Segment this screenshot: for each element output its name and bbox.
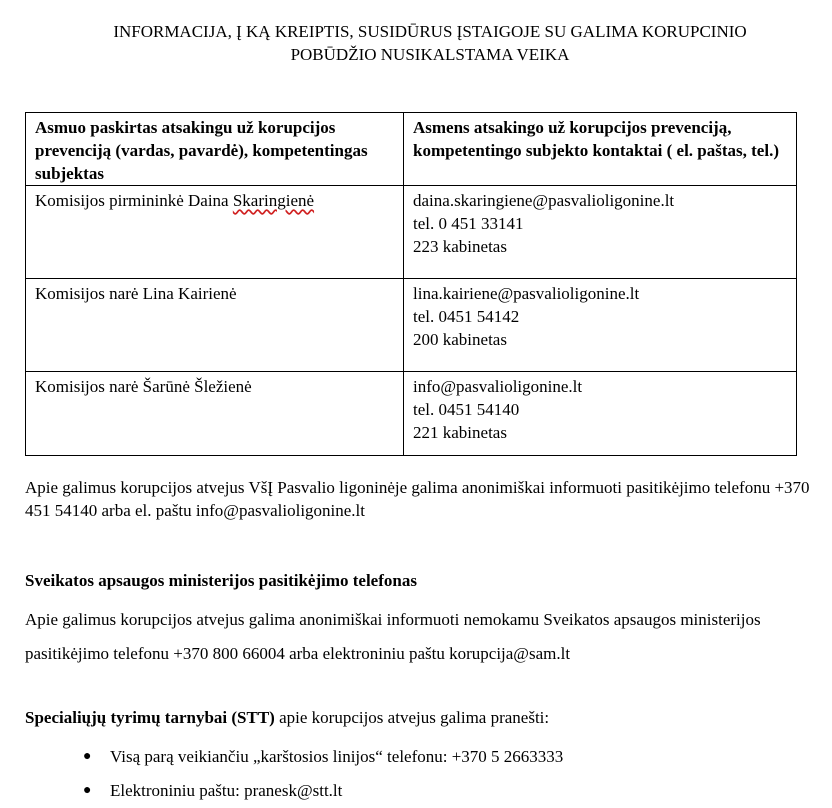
hospital-hotline-paragraph: Apie galimus korupcijos atvejus VšĮ Pasvalio ligoninėje galima anonimiškai informuoti pasitikėjimo telefonu +370 451 54140 arba el. paštu info@pasvalioligonine.lt	[25, 478, 810, 520]
person-name-cell: Komisijos narė Šarūnė Šležienė	[26, 372, 404, 456]
table-row	[26, 372, 797, 456]
contact-email: info@pasvalioligonine.lt	[413, 377, 583, 396]
contact-room: 200 kabinetas	[413, 330, 507, 349]
table-row	[26, 186, 797, 279]
stt-contact-list	[25, 740, 563, 808]
document-title	[30, 20, 830, 66]
title-line-2: POBŪDŽIO NUSIKALSTAMA VEIKA	[290, 45, 570, 64]
contacts-table	[25, 112, 797, 456]
ministry-heading: Sveikatos apsaugos ministerijos pasitikėjimo telefonas	[25, 571, 417, 590]
spellcheck-flagged-word: Skaringienė	[232, 191, 315, 210]
bullet-icon: ●	[83, 749, 92, 764]
contact-cell	[404, 372, 797, 456]
contact-room: 221 kabinetas	[413, 423, 507, 442]
table-row	[26, 279, 797, 372]
contact-email: daina.skaringiene@pasvalioligonine.lt	[413, 191, 675, 210]
person-name-cell: Komisijos pirmininkė Daina Skaringienė	[26, 186, 404, 279]
list-item: ● Visą parą veikiančiu „karštosios linijos“ telefonu: +370 5 2663333	[25, 740, 563, 774]
contact-room: 223 kabinetas	[413, 237, 507, 256]
ministry-paragraph: Apie galimus korupcijos atvejus galima anonimiškai informuoti nemokamu Sveikatos apsaugos ministerijos pasitikėjimo telefonu +370 800 66004 arba elektroniniu paštu korupcija@sam.lt	[25, 610, 761, 663]
contact-phone: tel. 0451 54140	[413, 400, 520, 419]
list-item: ● Elektroniniu paštu: pranesk@stt.lt	[25, 774, 563, 808]
contact-cell	[404, 186, 797, 279]
header-responsible-person: Asmuo paskirtas atsakingu už korupcijos prevenciją (vardas, pavardė), kompetentingas subjektas	[26, 113, 404, 186]
stt-paragraph: Specialiųjų tyrimų tarnybai (STT) apie korupcijos atvejus galima pranešti:	[25, 708, 550, 727]
bullet-icon: ●	[83, 783, 92, 798]
contact-email: lina.kairiene@pasvalioligonine.lt	[413, 284, 640, 303]
contact-cell	[404, 279, 797, 372]
contact-phone: tel. 0 451 33141	[413, 214, 524, 233]
table-header-row	[26, 113, 797, 186]
contact-phone: tel. 0451 54142	[413, 307, 520, 326]
stt-name: Specialiųjų tyrimų tarnybai (STT)	[25, 708, 275, 727]
person-name-cell: Komisijos narė Lina Kairienė	[26, 279, 404, 372]
title-line-1: INFORMACIJA, Į KĄ KREIPTIS, SUSIDŪRUS ĮSTAIGOJE SU GALIMA KORUPCINIO	[113, 22, 747, 41]
header-contacts: Asmens atsakingo už korupcijos prevenciją, kompetentingo subjekto kontaktai ( el. paštas, tel.)	[404, 113, 797, 186]
